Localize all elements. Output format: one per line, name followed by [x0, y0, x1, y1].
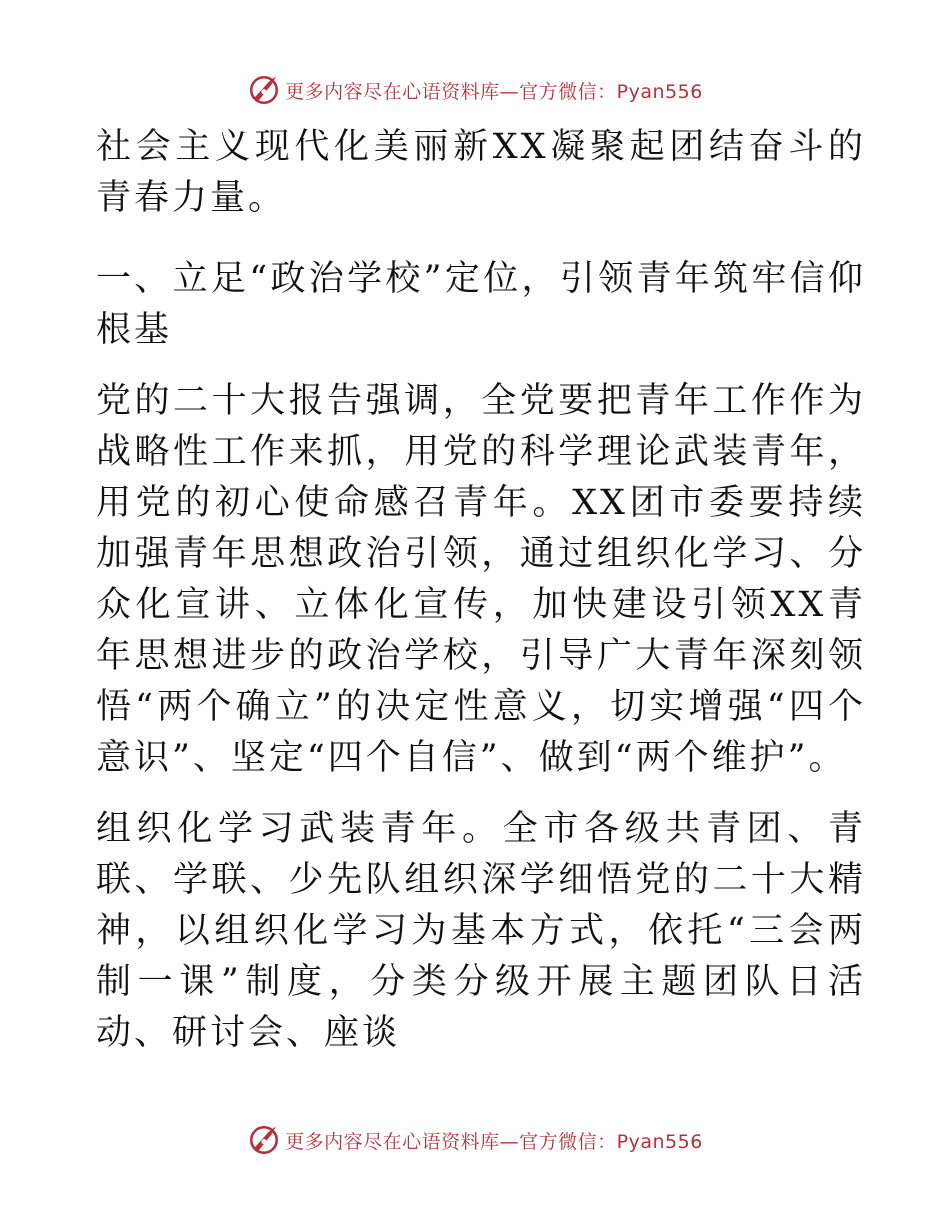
section-heading: 一、立足“政治学校”定位，引领青年筑牢信仰根基: [96, 259, 866, 350]
watermark-text: 更多内容尽在心语资料库—官方微信：Pyan556: [285, 1130, 703, 1153]
paragraph: 社会主义现代化美丽新XX凝聚起团结奋斗的青春力量。: [96, 127, 866, 218]
paragraph: 组织化学习武装青年。全市各级共青团、青联、学联、少先队组织深学细悟党的二十大精神，以组织化学习为基本方式，依托“三会两制一课”制度，分类分级开展主题团队日活动、研讨会、座谈: [96, 809, 866, 1053]
quill-pen-logo-icon: [247, 73, 281, 107]
paragraph: 党的二十大报告强调，全党要把青年工作作为战略性工作来抓，用党的科学理论武装青年，用党的初心使命感召青年。XX团市委要持续加强青年思想政治引领，通过组织化学习、分众化宣讲、立体化宣传，加快建设引领XX青年思想进步的政治学校，引导广大青年深刻领悟“两个确立”的决定性意义，切实增强“四个意识”、坚定“四个自信”、做到“两个维护”。: [96, 381, 866, 778]
watermark-header: [0, 70, 950, 110]
document-body: [96, 122, 866, 1079]
quill-pen-logo-icon: [247, 1123, 281, 1157]
watermark-text: 更多内容尽在心语资料库—官方微信：Pyan556: [285, 80, 703, 103]
watermark-footer: [0, 1120, 950, 1160]
